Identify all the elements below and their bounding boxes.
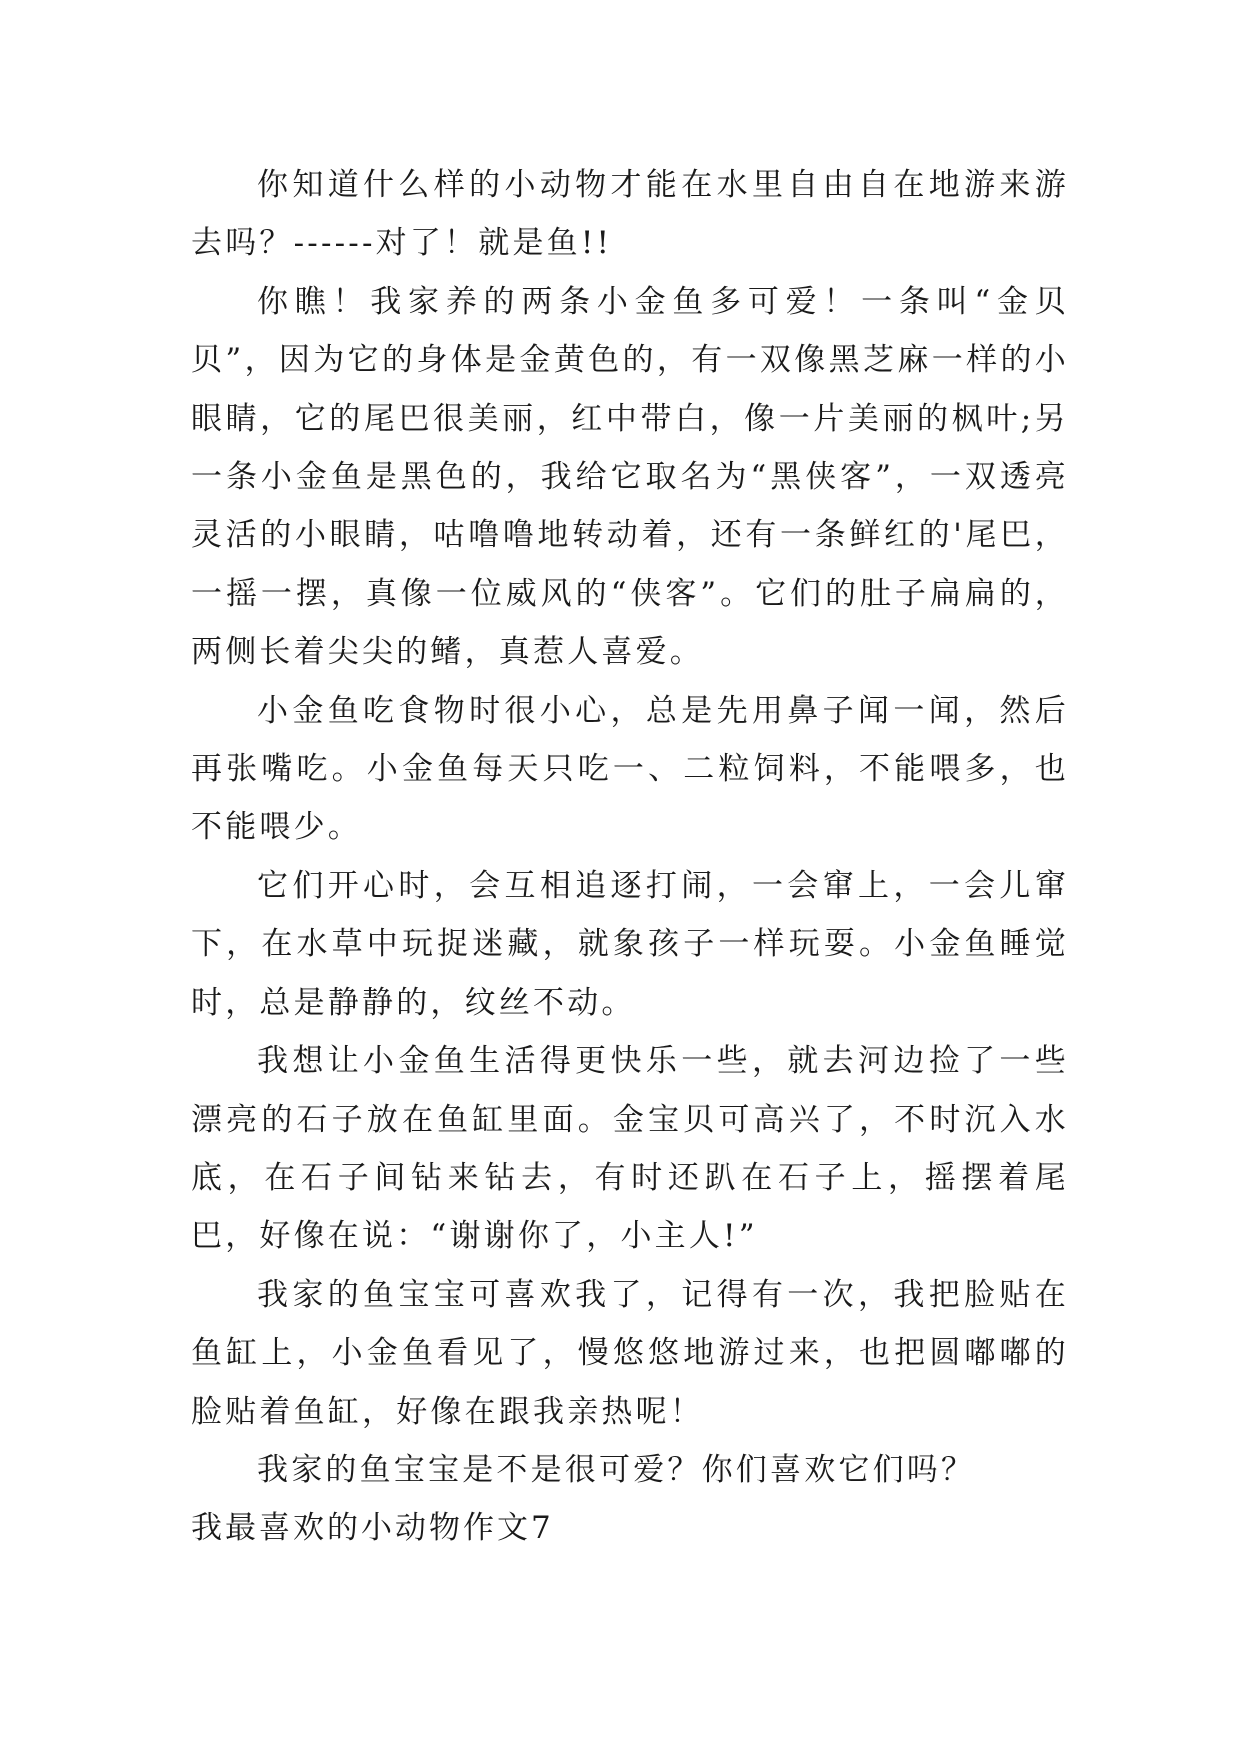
paragraph-5: 我想让小金鱼生活得更快乐一些，就去河边捡了一些漂亮的石子放在鱼缸里面。金宝贝可高兴了，不时沉入水底，在石子间钻来钻去，有时还趴在石子上，摇摆着尾巴，好像在说：“谢谢你了，小主人!” <box>191 1043 1069 1255</box>
next-essay-heading: 我最喜欢的小动物作文7 <box>191 1510 554 1547</box>
paragraph-2: 你瞧！我家养的两条小金鱼多可爱！一条叫“金贝贝”，因为它的身体是金黄色的，有一双像黑芝麻一样的小眼睛，它的尾巴很美丽，红中带白，像一片美丽的枫叶;另一条小金鱼是黑色的，我给它取名为“黑侠客”，一双透亮灵活的小眼睛，咕噜噜地转动着，还有一条鲜红的'尾巴，一摇一摆，真像一位威风的“侠客”。它们的肚子扁扁的，两侧长着尖尖的鳍，真惹人喜爱。 <box>191 283 1069 671</box>
paragraph-4: 它们开心时，会互相追逐打闹，一会窜上，一会儿窜下，在水草中玩捉迷藏，就象孩子一样玩耍。小金鱼睡觉时，总是静静的，纹丝不动。 <box>191 867 1069 1021</box>
paragraph-7: 我家的鱼宝宝是不是很可爱？你们喜欢它们吗？ <box>257 1451 976 1488</box>
paragraph-1: 你知道什么样的小动物才能在水里自由自在地游来游去吗？------对了！就是鱼!! <box>191 167 1069 262</box>
paragraph-3: 小金鱼吃食物时很小心，总是先用鼻子闻一闻，然后再张嘴吃。小金鱼每天只吃一、二粒饲料，不能喂多，也不能喂少。 <box>191 692 1069 846</box>
document-body <box>191 156 1069 1558</box>
paragraph-6: 我家的鱼宝宝可喜欢我了，记得有一次，我把脸贴在鱼缸上，小金鱼看见了，慢悠悠地游过来，也把圆嘟嘟的脸贴着鱼缸，好像在跟我亲热呢！ <box>191 1276 1069 1430</box>
